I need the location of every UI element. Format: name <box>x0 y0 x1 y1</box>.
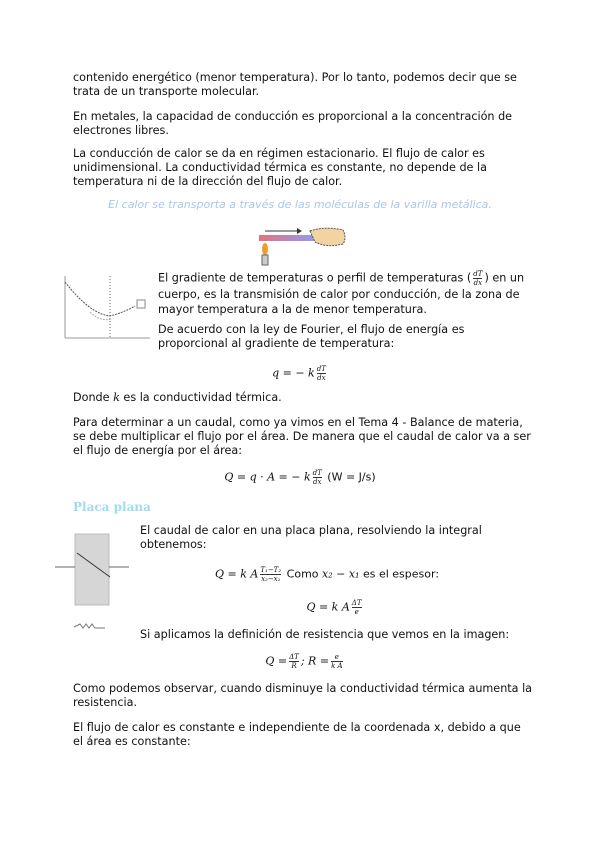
flat-plate-diagram <box>52 525 132 640</box>
plate-equation: Q = k A $\frac{\text{T₁−T₂}}{\text{x₂−x₁}}$ Como x₂ − x₁ es el espesor: <box>215 566 440 583</box>
caudal-equation: Q = q · A = − k $\frac{dT}{dx}$ (W = J/s) <box>224 469 376 486</box>
fourier-equation: q = − k $\frac{dT}{dx}$ <box>272 365 326 382</box>
temperature-profile-graph <box>60 274 152 346</box>
paragraph-intro: contenido energético (menor temperatura). Por lo tanto, podemos decir que se trata de un transporte molecular. <box>73 71 517 98</box>
paragraph-placa: El caudal de calor en una placa plana, resolviendo la integral obtenemos: <box>140 524 482 551</box>
paragraph-caudal: Para determinar a un caudal, como ya vimos en el Tema 4 - Balance de materia, se debe multiplicar el flujo por el área. De manera que el caudal de calor va a ser el flujo de energía por el área: <box>73 416 531 457</box>
paragraph-gradient <box>158 270 528 317</box>
paragraph-metals: En metales, la capacidad de conducción es proporcional a la concentración de electrones libres. <box>73 110 513 137</box>
gradient-text-b: ) en un cuerpo, es la transmisión de calor por conducción, de la zona de mayor temperatura a la de menor temperatura. <box>158 271 525 316</box>
paragraph-fourier: De acuerdo con la ley de Fourier, el flujo de energía es proporcional al gradiente de temperatura: <box>158 323 465 350</box>
plate-equation-thickness: Q = k A $\frac{\Delta T}{e}$ <box>306 599 362 616</box>
heated-rod-illustration <box>255 222 350 267</box>
paragraph-resistencia: Si aplicamos la definición de resistencia que vemos en la imagen: <box>140 628 510 641</box>
paragraph-constant-flow: El flujo de calor es constante e independiente de la coordenada x, debido a que el área es constante: <box>73 721 521 748</box>
section-heading-placa-plana: Placa plana <box>73 500 151 514</box>
figure-caption: El calor se transporta a través de las moléculas de la varilla metálica. <box>108 198 492 211</box>
resistance-equation: Q = $\frac{\Delta T}{R}$ ; R = $\frac{e}{\text{k A}}$ <box>265 653 343 670</box>
paragraph-k: Donde k es la conductividad térmica. <box>73 391 282 404</box>
paragraph-conduction: La conducción de calor se da en régimen estacionario. El flujo de calor es unidimensional. La conductividad térmica es constante, no depende de la temperatura ni de la dirección del flujo de calor. <box>73 147 487 188</box>
paragraph-conductivity: Como podemos observar, cuando disminuye la conductividad térmica aumenta la resistencia. <box>73 682 533 709</box>
gradient-text-a: El gradiente de temperaturas o perfil de temperaturas ( <box>158 271 472 285</box>
gradient-fraction: $\frac{dT}{dx}$ <box>473 270 483 287</box>
